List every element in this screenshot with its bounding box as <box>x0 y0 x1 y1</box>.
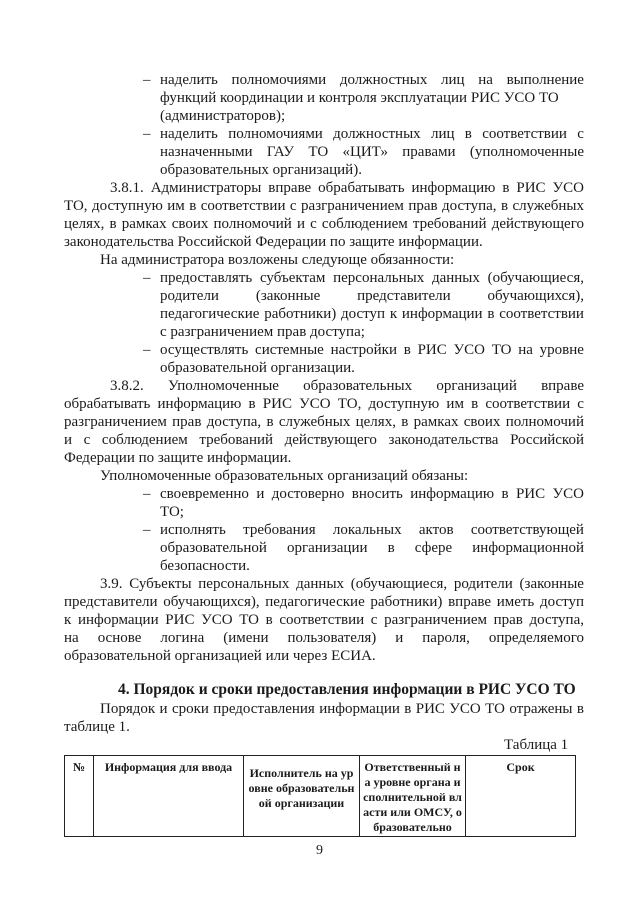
text-line <box>160 125 584 143</box>
text-line: безопасности. <box>160 558 250 574</box>
word: наделить <box>160 72 218 88</box>
text-line <box>100 575 584 593</box>
word: разграничением <box>301 198 404 214</box>
table-header-responsible: Ответственный на уровне органа исполнительной власти или ОМСУ, образовательно <box>360 756 466 837</box>
word: целях, <box>64 216 105 232</box>
table-caption: Таблица 1 <box>504 737 569 753</box>
word: рамках <box>413 414 459 430</box>
word: настройки <box>330 342 398 358</box>
word: актов <box>418 522 454 538</box>
word: работники) <box>370 594 443 610</box>
text-line <box>160 287 584 305</box>
word: доступ <box>539 594 584 610</box>
word: образовательных <box>303 378 413 394</box>
word: с <box>310 216 317 232</box>
dash-marker: – <box>143 486 151 502</box>
word: РИС <box>262 396 292 412</box>
word: Уполномоченные <box>167 378 279 394</box>
word: системные <box>255 342 324 358</box>
word: обучающихся), <box>487 288 584 304</box>
word: информации <box>401 306 483 322</box>
word: служебных <box>512 198 584 214</box>
word: требований <box>412 216 487 232</box>
word: (имени <box>223 630 269 646</box>
text-line: функций координации и контроля эксплуатации РИС УСО ТО <box>160 90 559 106</box>
word: ТО <box>239 612 260 628</box>
dash-marker: – <box>143 522 151 538</box>
word: соответствии <box>279 612 365 628</box>
text-line <box>160 305 584 323</box>
word: в <box>576 701 584 717</box>
word: Порядок <box>100 701 156 717</box>
word: ГАУ <box>266 144 295 160</box>
page-number: 9 <box>316 843 323 858</box>
word: соответствии <box>485 396 571 412</box>
word: и <box>395 630 404 646</box>
word: 3.8.2. <box>110 378 144 394</box>
word: в <box>387 540 395 556</box>
word: определяемого <box>488 630 584 646</box>
word: должностных <box>339 72 428 88</box>
word: им <box>167 198 185 214</box>
word: сроки <box>171 701 209 717</box>
word: УСО <box>449 701 481 717</box>
word: предоставлять <box>160 270 253 286</box>
word: логина <box>160 630 205 646</box>
word: Субъекты <box>129 576 192 592</box>
word: (обучающиеся, <box>487 270 584 286</box>
text-line <box>110 377 584 395</box>
word: в <box>404 701 412 717</box>
word: педагогические <box>160 306 260 322</box>
text-line: образовательной организации. <box>160 360 355 376</box>
word: в <box>487 306 495 322</box>
word: родители <box>453 576 513 592</box>
word: информацию <box>411 180 496 196</box>
word: к <box>389 306 398 322</box>
text-line <box>160 341 584 359</box>
word: иметь <box>496 594 535 610</box>
text-line <box>160 521 584 539</box>
word: соответствии <box>499 306 584 322</box>
word: информационной <box>472 540 584 556</box>
text-line: законодательства Российской Федерации по защите информации. <box>64 234 483 250</box>
word: полномочий <box>213 216 292 232</box>
word: прав <box>493 612 523 628</box>
word: пароля, <box>422 630 470 646</box>
word: своих <box>463 414 501 430</box>
text-line: образовательных организаций). <box>160 162 362 178</box>
word: доступа, <box>529 612 584 628</box>
word: вправе <box>268 180 312 196</box>
word: РИС <box>417 342 447 358</box>
word: (законные <box>519 576 584 592</box>
dash-marker: – <box>143 126 151 142</box>
dash-marker: – <box>143 72 151 88</box>
word: целях, <box>355 414 396 430</box>
text-line <box>160 485 584 503</box>
word: назначенными <box>160 144 253 160</box>
info-table <box>64 755 576 837</box>
text-line: образовательной организацией или через ЕСИА. <box>64 648 376 664</box>
text-line <box>160 539 584 557</box>
word: УСО <box>552 486 584 502</box>
word: лиц <box>430 126 455 142</box>
word: должностных <box>333 126 421 142</box>
word: соответствующей <box>470 522 584 538</box>
word: (уполномоченные <box>469 144 584 160</box>
word: в <box>403 342 411 358</box>
word: и <box>64 432 73 448</box>
word: доступа, <box>206 414 262 430</box>
word: персональных <box>333 270 425 286</box>
text-line <box>64 611 584 629</box>
word: вносить <box>351 486 403 502</box>
word: работники) <box>264 306 337 322</box>
word: образовательной <box>160 540 267 556</box>
word: доступ <box>341 306 386 322</box>
word: полномочий <box>505 414 584 430</box>
word: с <box>83 432 91 448</box>
word: РИС <box>516 180 546 196</box>
dash-marker: – <box>143 270 151 286</box>
word: соответствии <box>200 198 286 214</box>
word: РИС <box>515 486 546 502</box>
word: требования <box>243 522 316 538</box>
text-line <box>64 395 584 413</box>
text-line <box>64 593 584 611</box>
word: осуществлять <box>160 342 249 358</box>
word: данных <box>296 576 345 592</box>
text-line <box>64 215 584 233</box>
word: уровне <box>539 342 584 358</box>
word: соблюдением <box>101 432 188 448</box>
word: представители <box>357 288 451 304</box>
word: УСО <box>453 342 485 358</box>
word: достоверно <box>271 486 345 502</box>
text-line <box>160 143 584 161</box>
word: соблюдением <box>321 216 408 232</box>
word: разграничением <box>64 414 167 430</box>
word: представители <box>64 594 158 610</box>
word: организаций <box>436 378 517 394</box>
word: полномочиями <box>231 72 327 88</box>
word: лиц <box>441 72 465 88</box>
word: на <box>518 342 533 358</box>
word: им <box>446 396 464 412</box>
word: с <box>577 126 584 142</box>
word: пользователя) <box>287 630 377 646</box>
text-line: ТО; <box>160 504 184 520</box>
word: на <box>64 630 79 646</box>
word: требований <box>199 432 274 448</box>
word: педагогические <box>265 594 365 610</box>
word: полномочиями <box>228 126 323 142</box>
word: информации <box>77 612 159 628</box>
word: и <box>256 486 265 502</box>
text-line <box>64 197 584 215</box>
word: рамках <box>121 216 167 232</box>
word: (законные <box>255 288 321 304</box>
word: отражены <box>509 701 573 717</box>
word: в <box>109 216 117 232</box>
text-line <box>100 700 584 718</box>
word: РИС <box>165 612 195 628</box>
word: данных <box>431 270 480 286</box>
text-line <box>160 71 584 89</box>
word: локальных <box>332 522 402 538</box>
word: прав <box>408 198 438 214</box>
word: в <box>500 198 509 214</box>
dash-marker: – <box>143 342 151 358</box>
word: разграничением <box>384 612 487 628</box>
word: обучающихся), <box>163 594 260 610</box>
word: «ЦИТ» <box>342 144 388 160</box>
word: наделить <box>160 126 218 142</box>
word: ТО, <box>64 198 88 214</box>
word: в <box>401 414 409 430</box>
word: персональных <box>198 576 290 592</box>
word: в <box>501 486 509 502</box>
text-line: таблице 1. <box>64 719 130 735</box>
word: к <box>64 612 72 628</box>
word: ТО <box>485 701 505 717</box>
word: исполнять <box>160 522 226 538</box>
word: в <box>502 180 510 196</box>
word: РИС <box>415 701 445 717</box>
text-line: Федерации по защите информации. <box>64 450 292 466</box>
text-line <box>64 431 584 449</box>
text-line <box>64 629 584 647</box>
table-header-info: Информация для ввода <box>94 756 244 837</box>
word: УСО <box>201 612 233 628</box>
word: действующего <box>284 432 377 448</box>
text-line: с разграничением прав доступа; <box>160 324 365 340</box>
word: (обучающиеся, <box>350 576 448 592</box>
text-line <box>160 269 584 287</box>
word: законодательства <box>388 432 499 448</box>
word: информации <box>319 701 400 717</box>
word: 3.8.1. <box>110 180 144 196</box>
text-line: Уполномоченные образовательных организаций обязаны: <box>100 468 469 484</box>
word: своевременно <box>160 486 249 502</box>
word: УСО <box>299 396 331 412</box>
word: ТО <box>308 144 329 160</box>
word: в <box>464 126 472 142</box>
text-line <box>64 413 584 431</box>
word: информацию <box>157 396 242 412</box>
word: в <box>471 396 479 412</box>
word: 3.9. <box>100 576 123 592</box>
word: субъектам <box>259 270 326 286</box>
table-header-executor: Исполнитель на уровне образовательной организации <box>244 756 360 837</box>
word: родители <box>160 288 219 304</box>
word: правами <box>402 144 456 160</box>
text-line: На администратора возложены следующе обязанности: <box>100 252 455 268</box>
word: УСО <box>552 180 584 196</box>
word: Российской <box>510 432 584 448</box>
word: и <box>296 216 305 232</box>
word: с <box>289 198 297 214</box>
text-line: (администраторов); <box>160 108 286 124</box>
word: предоставления <box>213 701 315 717</box>
text-line <box>110 179 584 197</box>
word: прав <box>172 414 202 430</box>
word: информацию <box>410 486 495 502</box>
word: на <box>478 72 493 88</box>
word: ТО, <box>337 396 362 412</box>
word: с <box>370 612 378 628</box>
word: в <box>189 198 197 214</box>
word: сфере <box>414 540 453 556</box>
table-header-number: № <box>65 756 94 837</box>
word: доступную <box>92 198 163 214</box>
word: своих <box>171 216 209 232</box>
word: соответствии <box>482 126 567 142</box>
word: выполнение <box>506 72 584 88</box>
word: в <box>248 396 256 412</box>
table-header-deadline: Срок <box>466 756 576 837</box>
word: доступную <box>368 396 440 412</box>
word: обрабатывать <box>64 396 151 412</box>
word: действующего <box>491 216 584 232</box>
word: и <box>159 701 168 717</box>
word: служебных <box>278 414 351 430</box>
word: с <box>577 396 584 412</box>
word: ТО <box>491 342 512 358</box>
word: обрабатывать <box>318 180 405 196</box>
word: организации <box>286 540 368 556</box>
word: в <box>265 612 273 628</box>
word: вправе <box>448 594 492 610</box>
word: доступа, <box>442 198 497 214</box>
word: в <box>266 414 274 430</box>
section-heading: 4. Порядок и сроки предоставления информации в РИС УСО ТО <box>118 681 576 698</box>
word: вправе <box>541 378 584 394</box>
word: Администраторы <box>150 180 262 196</box>
word: основе <box>97 630 142 646</box>
